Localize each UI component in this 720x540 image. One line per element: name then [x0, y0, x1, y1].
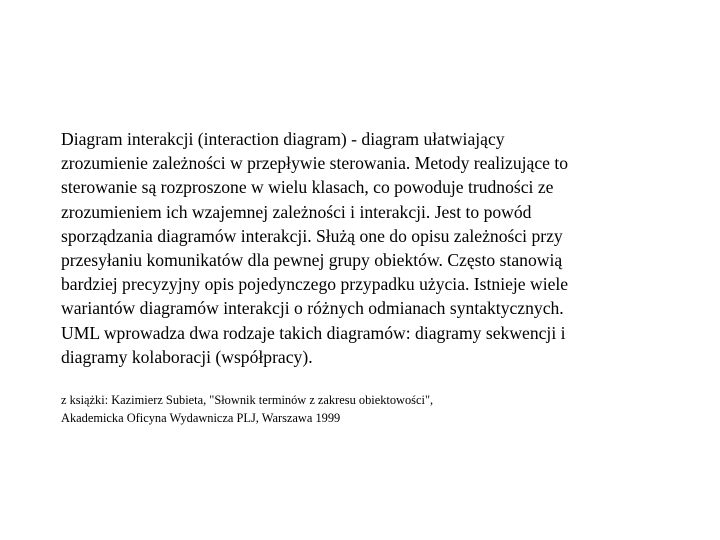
- paragraph-line: zrozumienie zależności w przepływie sterowania. Metody realizujące to: [61, 153, 569, 174]
- citation-line: z książki: Kazimierz Subieta, "Słownik terminów z zakresu obiektowości",: [61, 393, 434, 407]
- citation-line: Akademicka Oficyna Wydawnicza PLJ, Warszawa 1999: [61, 410, 341, 425]
- paragraph-line: sporządzania diagramów interakcji. Służą one do opisu zależności przy: [61, 225, 563, 246]
- paragraph-line: Diagram interakcji (interaction diagram) - diagram ułatwiający: [61, 129, 505, 149]
- paragraph-line: zrozumieniem ich wzajemnej zależności i interakcji. Jest to powód: [61, 201, 532, 222]
- paragraph-line: przesyłaniu komunikatów dla pewnej grupy obiektów. Często stanowią: [61, 250, 563, 271]
- paragraph-line: UML wprowadza dwa rodzaje takich diagramów: diagramy sekwencji i: [61, 322, 566, 343]
- paragraph-line: diagramy kolaboracji (współpracy).: [61, 346, 313, 367]
- paragraph-line: sterowanie są rozproszone w wielu klasach, co powoduje trudności ze: [61, 177, 554, 198]
- main-paragraph: [61, 127, 661, 369]
- paragraph-line: bardziej precyzyjny opis pojedynczego przypadku użycia. Istnieje wiele: [61, 274, 569, 295]
- paragraph-line: wariantów diagramów interakcji o różnych odmianach syntaktycznych.: [61, 298, 564, 319]
- citation: [61, 392, 661, 427]
